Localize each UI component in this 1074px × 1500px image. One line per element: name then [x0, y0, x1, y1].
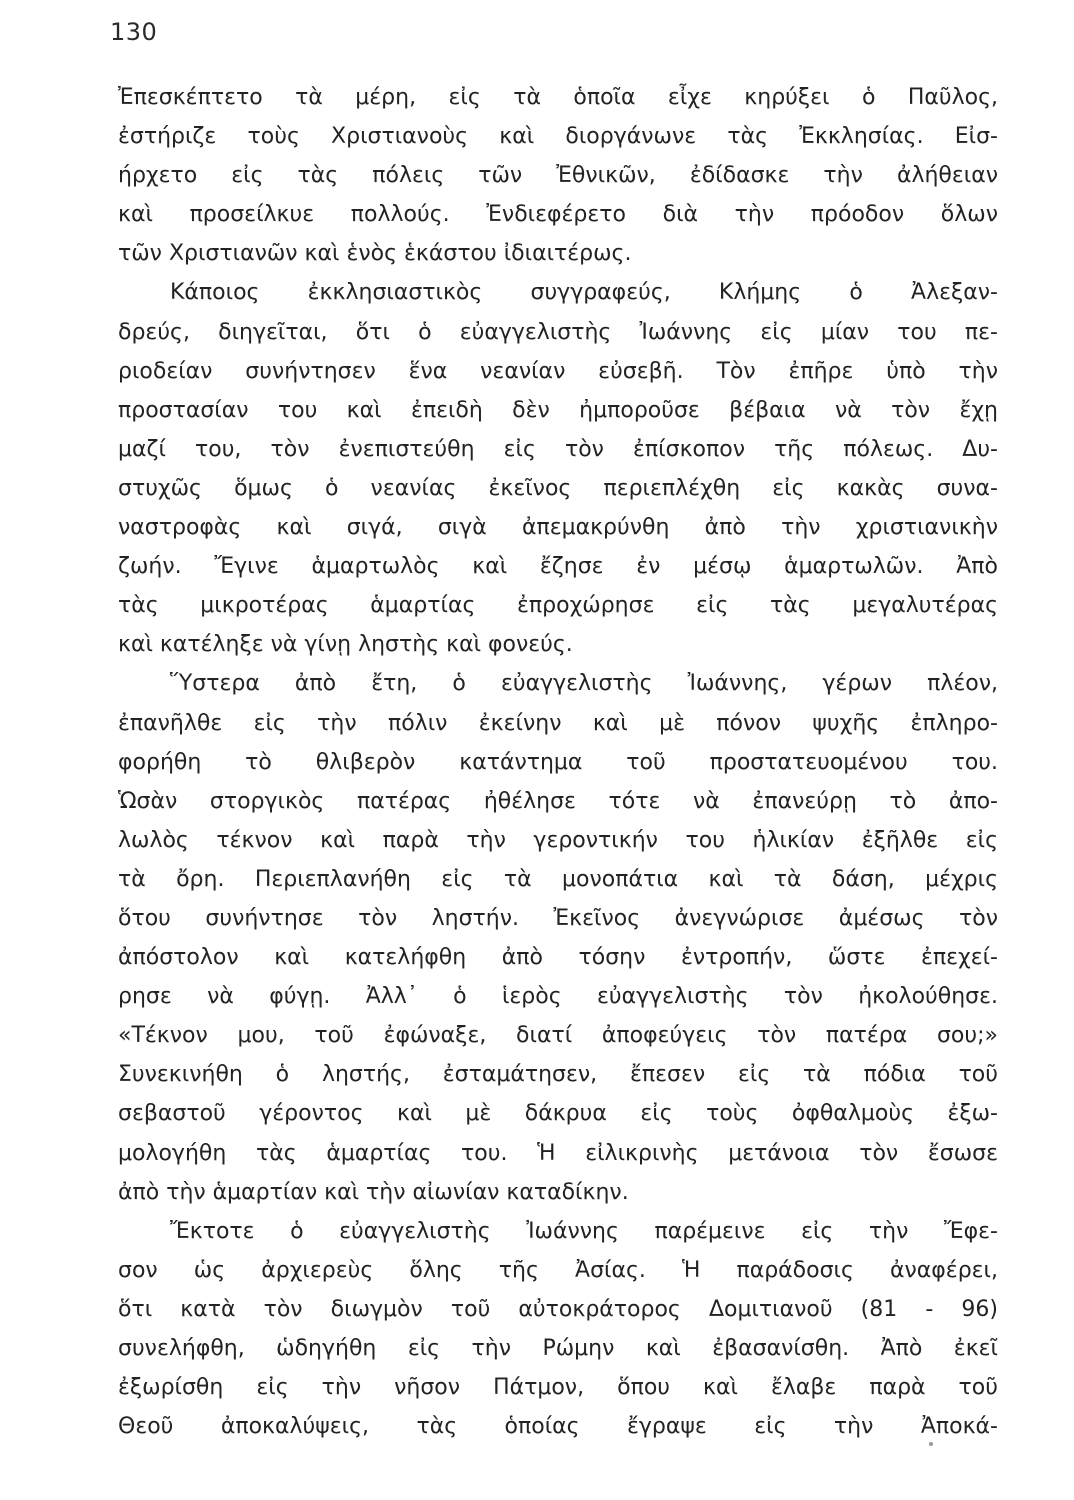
text-line: ἐστήριζε τοὺς Χριστιανοὺς καὶ διοργάνωνε τὰς Ἐκκλησίας. Εἰσ-	[118, 124, 998, 150]
text-line: ὅτι κατὰ τὸν διωγμὸν τοῦ αὐτοκράτορος Δομιτιανοῦ (81 - 96)	[118, 1296, 998, 1322]
text-line: δρεύς, διηγεῖται, ὅτι ὁ εὐαγγελιστὴς Ἰωάννης εἰς μίαν του πε-	[118, 319, 998, 345]
text-line: σον ὡς ἀρχιερεὺς ὅλης τῆς Ἀσίας. Ἡ παράδοσις ἀναφέρει,	[118, 1257, 998, 1283]
text-line: Ὕστερα ἀπὸ ἔτη, ὁ εὐαγγελιστὴς Ἰωάννης, γέρων πλέον,	[170, 671, 998, 697]
text-line: καὶ προσείλκυε πολλούς. Ἐνδιεφέρετο διὰ τὴν πρόοδον ὅλων	[118, 202, 998, 228]
text-line: Ἐπεσκέπτετο τὰ μέρη, εἰς τὰ ὁποῖα εἶχε κηρύξει ὁ Παῦλος,	[118, 85, 998, 110]
text-line: ναστροφὰς καὶ σιγά, σιγὰ ἀπεμακρύνθη ἀπὸ τὴν χριστιανικὴν	[118, 515, 998, 541]
text-line: Θεοῦ ἀποκαλύψεις, τὰς ὁποίας ἔγραψε εἰς τὴν Ἀποκά-	[118, 1414, 998, 1440]
text-line: Ὡσὰν στοργικὸς πατέρας ἠθέλησε τότε νὰ ἐπανεύρῃ τὸ ἀπο-	[118, 788, 998, 814]
text-line: φορήθη τὸ θλιβερὸν κατάντημα τοῦ προστατευομένου του.	[118, 749, 998, 775]
text-line: συνελήφθη, ὡδηγήθη εἰς τὴν Ρώμην καὶ ἐβασανίσθη. Ἀπὸ ἐκεῖ	[118, 1336, 998, 1361]
page-number: 130	[110, 18, 158, 46]
text-line: λωλὸς τέκνον καὶ παρὰ τὴν γεροντικήν του ἡλικίαν ἐξῆλθε εἰς	[118, 827, 998, 853]
text-line: ὅτου συνήντησε τὸν ληστήν. Ἐκεῖνος ἀνεγνώρισε ἀμέσως τὸν	[118, 905, 998, 931]
text-line: ἐπανῆλθε εἰς τὴν πόλιν ἐκείνην καὶ μὲ πόνον ψυχῆς ἐπληρο-	[118, 710, 998, 736]
text-line: ριοδείαν συνήντησεν ἕνα νεανίαν εὐσεβῆ. Τὸν ἐπῆρε ὑπὸ τὴν	[118, 358, 998, 384]
text-line: Κάποιος ἐκκλησιαστικὸς συγγραφεύς, Κλήμης ὁ Ἀλεξαν-	[170, 280, 998, 306]
text-line: Ἔκτοτε ὁ εὐαγγελιστὴς Ἰωάννης παρέμεινε εἰς τὴν Ἔφε-	[170, 1218, 998, 1244]
text-line: Συνεκινήθη ὁ ληστής, ἐσταμάτησεν, ἔπεσεν εἰς τὰ πόδια τοῦ	[118, 1062, 998, 1088]
text-line: ρησε νὰ φύγῃ. Ἀλλ᾽ ὁ ἱερὸς εὐαγγελιστὴς τὸν ἠκολούθησε.	[118, 984, 998, 1010]
text-line: τὰς μικροτέρας ἁμαρτίας ἐπροχώρησε εἰς τὰς μεγαλυτέρας	[118, 593, 998, 619]
text-line: ήρχετο εἰς τὰς πόλεις τῶν Ἐθνικῶν, ἐδίδασκε τὴν ἀλήθειαν	[118, 163, 998, 189]
text-line: ζωήν. Ἔγινε ἁμαρτωλὸς καὶ ἔζησε ἐν μέσῳ ἁμαρτωλῶν. Ἀπὸ	[118, 554, 998, 580]
text-line: μαζί του, τὸν ἐνεπιστεύθη εἰς τὸν ἐπίσκοπον τῆς πόλεως. Δυ-	[118, 436, 998, 462]
text-line: τῶν Χριστιανῶν καὶ ἑνὸς ἑκάστου ἰδιαιτέρως.	[118, 241, 632, 267]
print-speck	[929, 1442, 933, 1446]
text-line: τὰ ὄρη. Περιεπλανήθη εἰς τὰ μονοπάτια καὶ τὰ δάση, μέχρις	[118, 866, 998, 892]
text-line: «Τέκνον μου, τοῦ ἐφώναξε, διατί ἀποφεύγεις τὸν πατέρα σου;»	[118, 1023, 998, 1049]
text-line: ἀπὸ τὴν ἁμαρτίαν καὶ τὴν αἰωνίαν καταδίκην.	[118, 1179, 629, 1205]
body-text	[118, 78, 998, 1446]
text-line: στυχῶς ὅμως ὁ νεανίας ἐκεῖνος περιεπλέχθη εἰς κακὰς συνα-	[118, 475, 998, 501]
text-line: ἐξωρίσθη εἰς τὴν νῆσον Πάτμον, ὅπου καὶ ἔλαβε παρὰ τοῦ	[118, 1375, 998, 1401]
text-line: καὶ κατέληξε νὰ γίνῃ ληστὴς καὶ φονεύς.	[118, 632, 573, 658]
text-line: σεβαστοῦ γέροντος καὶ μὲ δάκρυα εἰς τοὺς ὀφθαλμοὺς ἐξω-	[118, 1101, 998, 1127]
text-line: ἀπόστολον καὶ κατελήφθη ἀπὸ τόσην ἐντροπήν, ὥστε ἐπεχεί-	[118, 945, 998, 971]
text-line: μολογήθη τὰς ἁμαρτίας του. Ἡ εἰλικρινὴς μετάνοια τὸν ἔσωσε	[118, 1140, 998, 1166]
text-line: προστασίαν του καὶ ἐπειδὴ δὲν ἠμποροῦσε βέβαια νὰ τὸν ἔχῃ	[118, 397, 998, 423]
